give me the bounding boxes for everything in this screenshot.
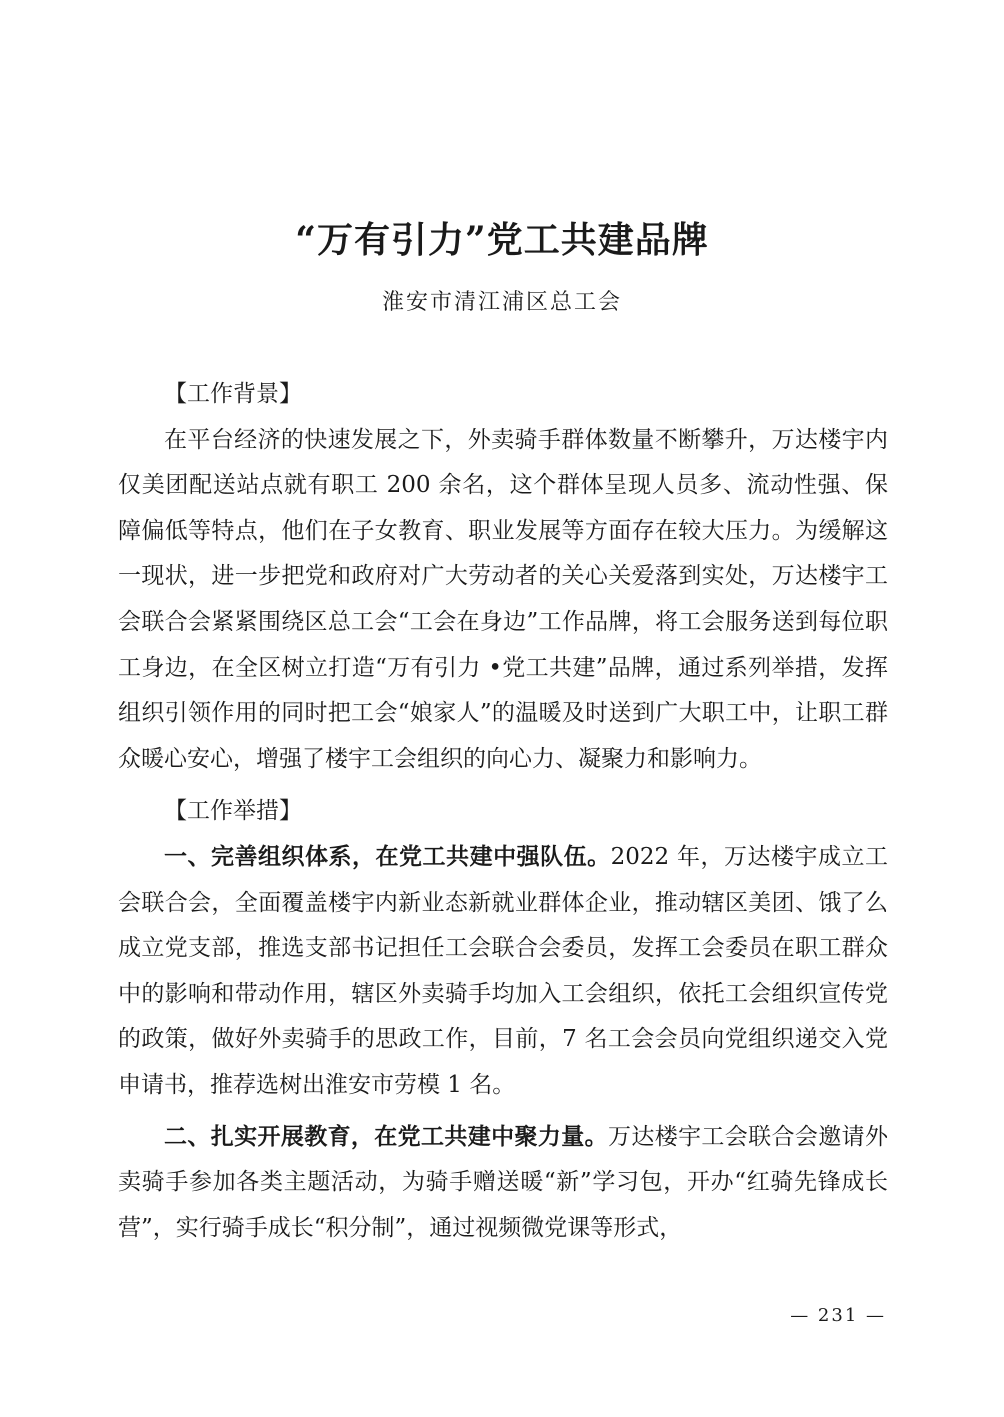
background-paragraph: 在平台经济的快速发展之下，外卖骑手群体数量不断攀升，万达楼宇内仅美团配送站点就有职工 200 余名，这个群体呈现人员多、流动性强、保障偏低等特点，他们在子女教育、职业发展等方面存在较大压力。为缓解这一现状，进一步把党和政府对广大劳动者的关心关爱落到实处，万达楼宇工会联合会紧紧围绕区总工会“工会在身边”工作品牌，将工会服务送到每位职工身边，在全区树立打造“万有引力 •党工共建”品牌，通过系列举措，发挥组织引领作用的同时把工会“娘家人”的温暖及时送到广大职工中，让职工群众暖心安心，增强了楼宇工会组织的向心力、凝聚力和影响力。: [118, 426, 888, 772]
page-number: — 231 —: [790, 1305, 886, 1326]
measure-lead-2: 二、扎实开展教育，在党工共建中聚力量。: [164, 1123, 608, 1150]
document-author: 淮安市清江浦区总工会: [381, 290, 622, 315]
measure-paragraph-1: [118, 835, 888, 1109]
document-title: “万有引力”党工共建品牌: [295, 219, 709, 261]
document-body: [118, 372, 888, 1251]
measure-paragraph-2: [118, 1115, 888, 1252]
measure-text-1: 2022 年，万达楼宇成立工会联合会，全面覆盖楼宇内新业态新就业群体企业，推动辖区美团、饿了么成立党支部，推选支部书记担任工会联合会委员，发挥工会委员在职工群众中的影响和带动作用，辖区外卖骑手均加入工会组织，依托工会组织宣传党的政策，做好外卖骑手的思政工作，目前，7 名工会会员向党组织递交入党申请书，推荐选树出淮安市劳模 1 名。: [118, 843, 888, 1098]
measure-text-2: 万达楼宇工会联合会邀请外卖骑手参加各类主题活动，为骑手赠送暖“新”学习包，开办“红骑先锋成长营”，实行骑手成长“积分制”，通过视频微党课等形式，: [118, 1123, 889, 1241]
section-heading-background: 【工作背景】: [164, 381, 302, 407]
measure-lead-1: 一、完善组织体系，在党工共建中强队伍。: [164, 843, 611, 870]
section-heading-measures: 【工作举措】: [164, 798, 302, 825]
